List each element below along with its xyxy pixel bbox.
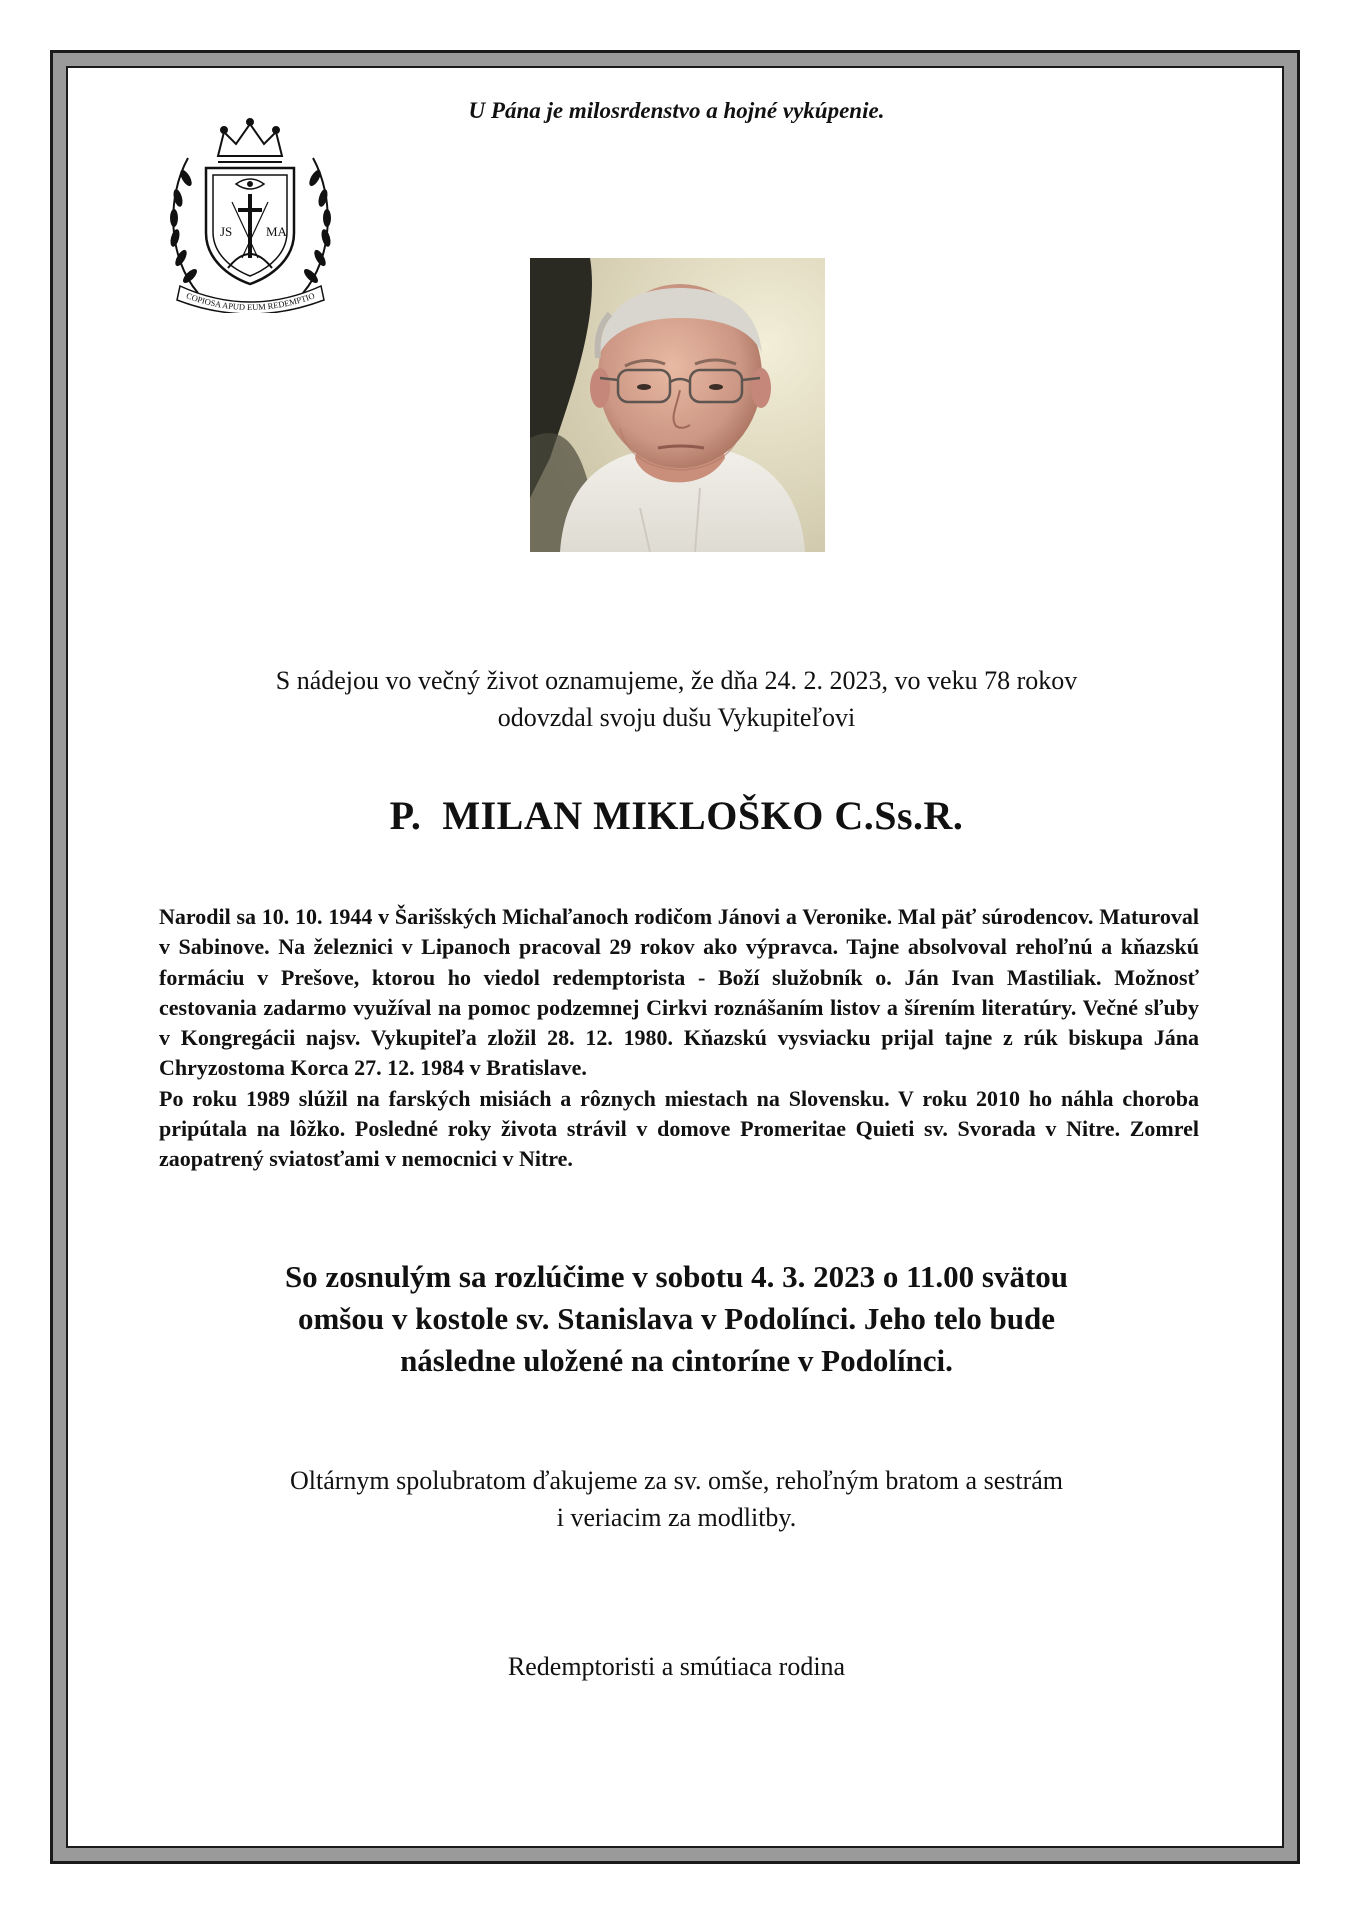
announcement-line-2: odovzdal svoju dušu Vykupiteľovi [497, 703, 856, 732]
acknowledgement [0, 1462, 1353, 1536]
funeral-info-line-1: So zosnulým sa rozlúčime v sobotu 4. 3. 2023 o 11.00 svätou [284, 1259, 1069, 1294]
biography-paragraph-2: Po roku 1989 slúžil na farských misiách a rôznych miestach na Slovensku. V roku 2010 ho náhla choroba pripútala na lôžko. Posledné roky života strávil v domove Promeritae Quieti sv. Svorada v Nitre. Zomrel zaopatrený sviatosťami v nemocnici v Nitre. [159, 1085, 1199, 1172]
acknowledgement-line-2: i veriacim za modlitby. [556, 1503, 797, 1532]
crest-letters-left: JS [220, 224, 233, 239]
crest-letters-right: MA [266, 224, 287, 239]
biography [159, 902, 1199, 1175]
acknowledgement-line-1: Oltárnym spolubratom ďakujeme za sv. omše, rehoľným bratom a sestrám [290, 1466, 1063, 1495]
redemptorist-crest-icon [158, 118, 343, 313]
deceased-name: P. MILAN MIKLOŠKO C.Ss.R. [389, 793, 964, 838]
announcement-line-1: S nádejou vo večný život oznamujeme, že dňa 24. 2. 2023, vo veku 78 rokov [275, 666, 1078, 695]
motto: U Pána je milosrdenstvo a hojné vykúpenie. [468, 98, 885, 123]
biography-paragraph-1: Narodil sa 10. 10. 1944 v Šarišských Michaľanoch rodičom Jánovi a Veronike. Mal päť súrodencov. Maturoval v Sabinove. Na železnici v Lipanoch pracoval 29 rokov ako výpravca. Tajne absolvoval rehoľnú a kňazskú formáciu v Prešove, ktorou ho viedol redemptorista - Boží služobník o. Ján Ivan Mastiliak. Možnosť cestovania zadarmo využíval na pomoc podzemnej Cirkvi roznášaním listov a šírením literatúry. Večné sľuby v Kongregácii najsv. Vykupiteľa zložil 28. 12. 1980. Kňazskú vysviacku prijal tajne z rúk biskupa Jána Chryzostoma Korca 27. 12. 1984 v Bratislave. [159, 904, 1199, 1081]
funeral-info [0, 1256, 1353, 1382]
funeral-info-line-3: následne uložené na cintoríne v Podolínci. [400, 1343, 953, 1378]
crest-motto: COPIOSA APUD EUM REDEMPTIO [184, 290, 316, 313]
funeral-info-line-2: omšou v kostole sv. Stanislava v Podolínci. Jeho telo bude [297, 1301, 1056, 1336]
announcement [0, 662, 1353, 736]
signature: Redemptoristi a smútiaca rodina [507, 1652, 846, 1681]
portrait-photo [530, 258, 825, 552]
